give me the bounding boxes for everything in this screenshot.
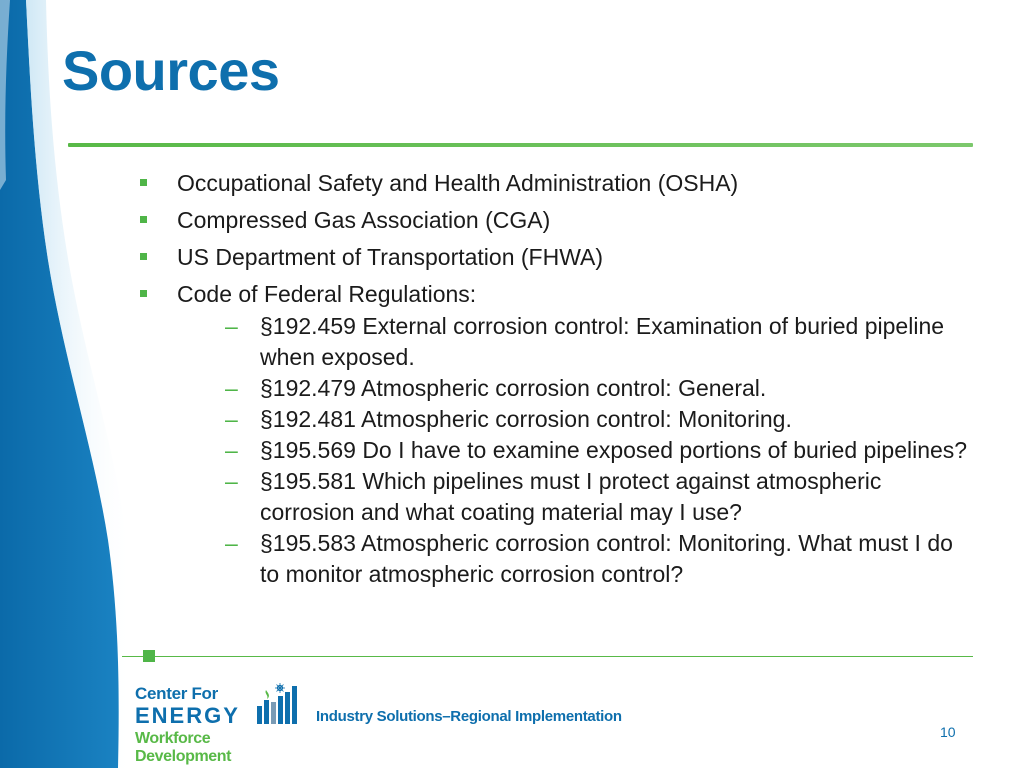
page-number: 10 <box>940 724 956 740</box>
square-bullet-icon <box>140 253 147 260</box>
title-underline <box>68 143 973 147</box>
footer-square-icon <box>143 650 155 662</box>
dash-bullet-icon: – <box>225 468 238 494</box>
sub-bullet-item <box>221 311 978 373</box>
slide-content <box>138 168 978 596</box>
footer-tagline: Industry Solutions–Regional Implementation <box>316 708 622 725</box>
energy-emblem-icon <box>255 682 305 724</box>
bullet-text: Compressed Gas Association (CGA) <box>177 207 551 233</box>
dash-bullet-icon: – <box>225 406 238 432</box>
bullet-item <box>138 168 978 199</box>
logo-line-energy: ENERGY <box>135 703 240 728</box>
bullet-text: Code of Federal Regulations: <box>177 281 477 307</box>
sub-bullet-text: §195.583 Atmospheric corrosion control: Monitoring. What must I do to monitor atmospheric corrosion control? <box>260 530 953 587</box>
bullet-list <box>138 168 978 590</box>
bullet-text: US Department of Transportation (FHWA) <box>177 244 604 270</box>
dash-bullet-icon: – <box>225 313 238 339</box>
sub-bullet-item <box>221 404 978 435</box>
sub-bullet-text: §192.481 Atmospheric corrosion control: Monitoring. <box>260 406 792 432</box>
bullet-item <box>138 205 978 236</box>
sub-bullet-list <box>221 311 978 590</box>
bullet-item <box>138 242 978 273</box>
dash-bullet-icon: – <box>225 375 238 401</box>
sub-bullet-text: §192.459 External corrosion control: Examination of buried pipeline when exposed. <box>260 313 945 370</box>
cewd-logo <box>135 684 305 765</box>
sub-bullet-text: §195.569 Do I have to examine exposed portions of buried pipelines? <box>260 437 968 463</box>
slide-title: Sources <box>62 39 280 102</box>
square-bullet-icon <box>140 290 147 297</box>
footer-divider <box>122 656 973 657</box>
sub-bullet-item <box>221 528 978 590</box>
logo-line-workforce: Workforce Development <box>135 730 232 765</box>
bullet-item <box>138 279 978 590</box>
sub-bullet-text: §192.479 Atmospheric corrosion control: General. <box>260 375 767 401</box>
logo-line-center-for: Center For <box>135 684 218 703</box>
square-bullet-icon <box>140 216 147 223</box>
sub-bullet-item <box>221 373 978 404</box>
dash-bullet-icon: – <box>225 530 238 556</box>
sub-bullet-item <box>221 435 978 466</box>
left-wave-decoration <box>0 0 150 768</box>
bullet-text: Occupational Safety and Health Administration (OSHA) <box>177 170 739 196</box>
sub-bullet-item <box>221 466 978 528</box>
dash-bullet-icon: – <box>225 437 238 463</box>
square-bullet-icon <box>140 179 147 186</box>
sub-bullet-text: §195.581 Which pipelines must I protect against atmospheric corrosion and what coating material may I use? <box>260 468 882 525</box>
